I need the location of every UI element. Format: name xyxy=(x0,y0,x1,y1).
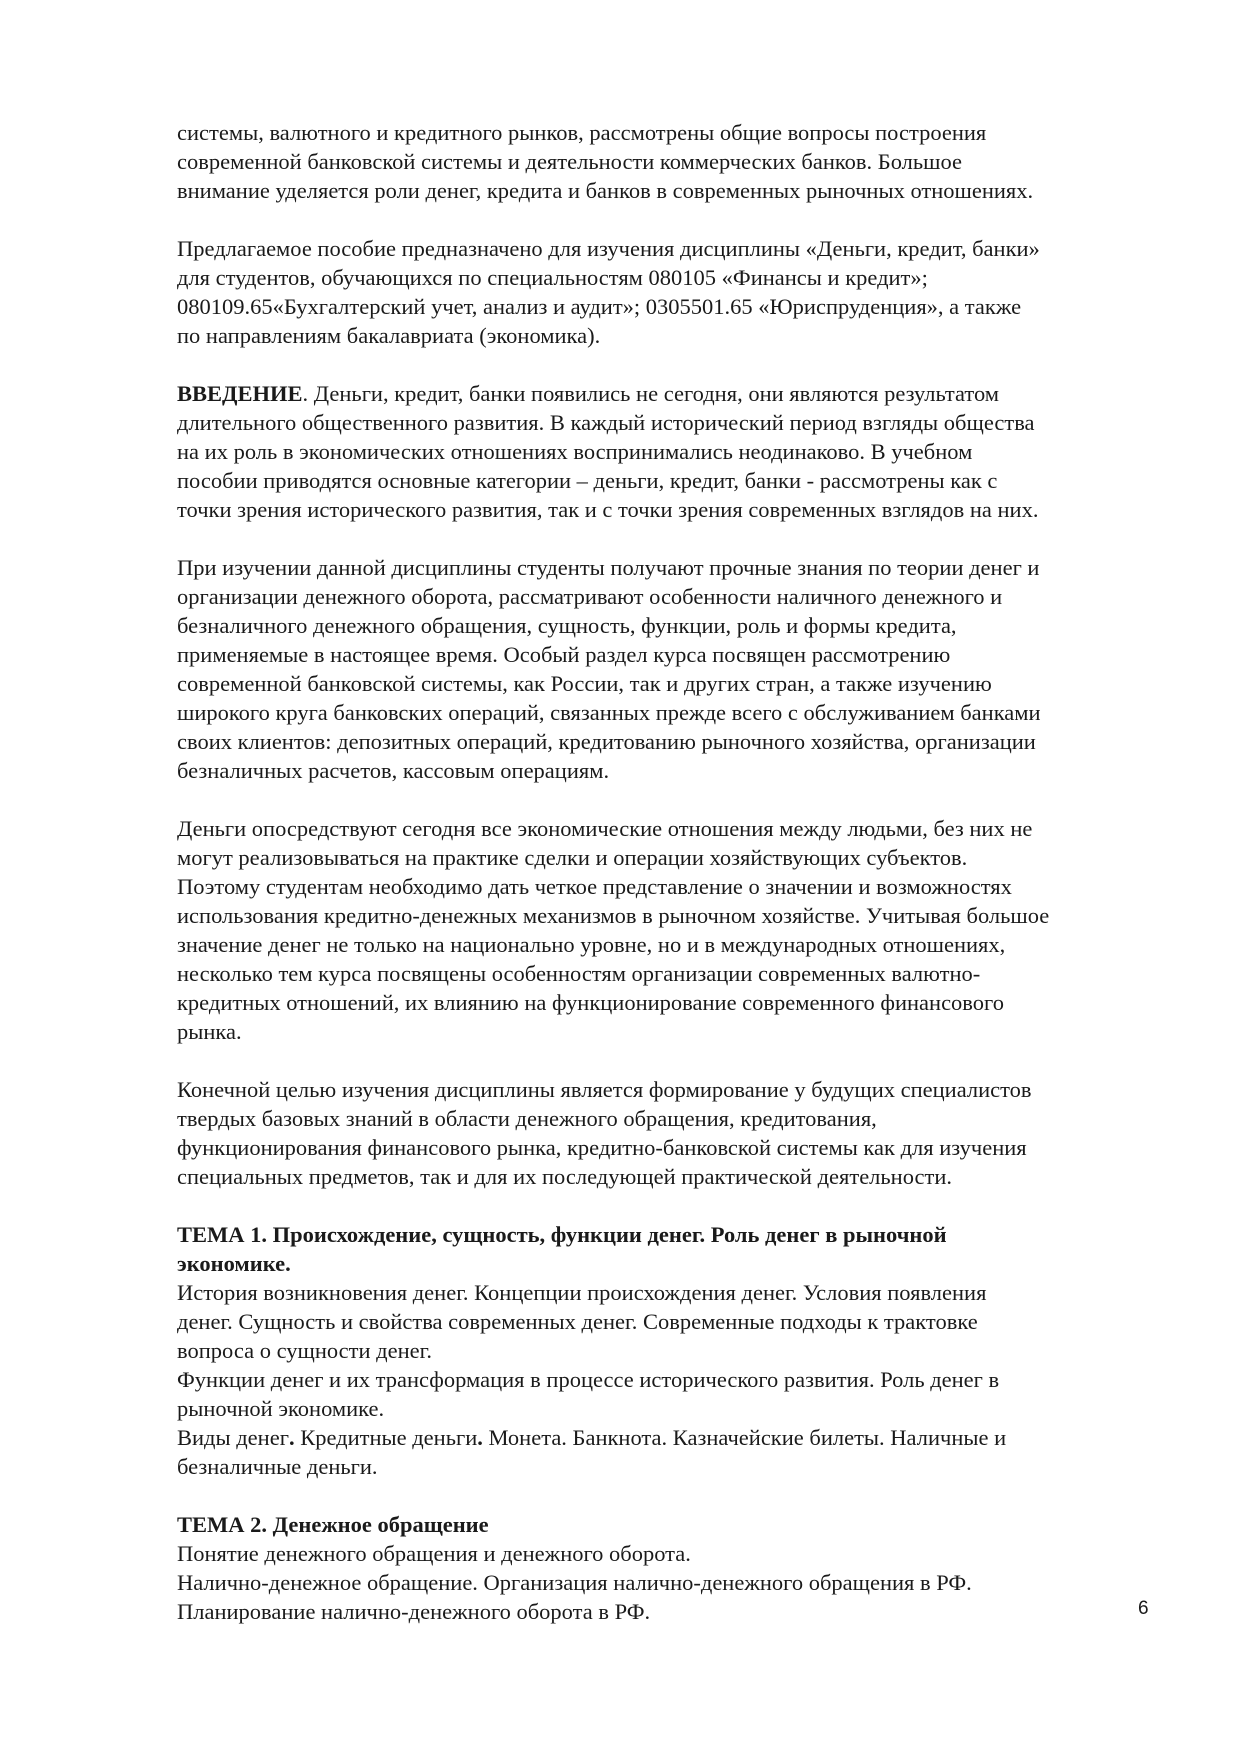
introduction-heading: ВВЕДЕНИЕ xyxy=(177,381,303,406)
topic-1-section xyxy=(177,1220,1163,1481)
topic-2-line-2: Налично-денежное обращение. Организация налично-денежного обращения в РФ. xyxy=(177,1570,972,1595)
topic-2-title: ТЕМА 2. Денежное обращение xyxy=(177,1512,489,1537)
topic-2-line-1: Понятие денежного обращения и денежного оборота. xyxy=(177,1541,691,1566)
topic-1-line-3 xyxy=(177,1423,1163,1481)
paragraph-goal: Конечной целью изучения дисциплины является формирование у будущих специалистов твердых базовых знаний в области денежного обращения, кредитования, функционирования финансового рынка, кредитно-банковской системы как для изучения специальных предметов, так и для их последующей практической деятельности. xyxy=(177,1077,1032,1189)
topic-1-title: ТЕМА 1. Происхождение, сущность, функции денег. Роль денег в рыночной экономике. xyxy=(177,1222,947,1276)
topic-2-line-3: Планирование налично-денежного оборота в РФ. xyxy=(177,1599,651,1624)
topic-2-section xyxy=(177,1510,1163,1626)
document-page xyxy=(177,118,1163,1655)
topic-1-line-3-part-c: Монета. Банкнота. Казначейские билеты. Наличные и безналичные деньги. xyxy=(177,1425,1007,1479)
topic-1-line-3-part-b: Кредитные деньги xyxy=(294,1425,478,1450)
page-number: 6 xyxy=(1138,1598,1149,1619)
topic-1-line-3-part-a: Виды денег xyxy=(177,1425,289,1450)
paragraph-introduction xyxy=(177,379,1163,524)
paragraph-money-role: Деньги опосредствуют сегодня все экономические отношения между людьми, без них не могут реализовываться на практике сделки и операции хозяйствующих субъектов. Поэтому студентам необходимо дать четкое представление о значении и возможностях использования кредитно-денежных механизмов в рыночном хозяйстве. Учитывая большое значение денег не только на национально уровне, но и в международных отношениях, несколько тем курса посвящены особенностям организации современных валютно- кредитных отношений, их влиянию на функционирование современного финансового рынка. xyxy=(177,816,1050,1044)
paragraph-intro-continuation: системы, валютного и кредитного рынков, рассмотрены общие вопросы построения современной банковской системы и деятельности коммерческих банков. Большое внимание уделяется роли денег, кредита и банков в современных рыночных отношениях. xyxy=(177,120,1034,203)
topic-1-line-3-dot-1: . xyxy=(288,1425,295,1450)
paragraph-purpose: Предлагаемое пособие предназначено для изучения дисциплины «Деньги, кредит, банки» для студентов, обучающихся по специальностям 080105 «Финансы и кредит»; 080109.65«Бухгалтерский учет, анализ и аудит»; 0305501.65 «Юриспруденция», а также по направлениям бакалавриата (экономика). xyxy=(177,236,1040,348)
introduction-text: . Деньги, кредит, банки появились не сегодня, они являются результатом длительного общественного развития. В каждый исторический период взгляды общества на их роль в экономических отношениях воспринимались неодинаково. В учебном пособии приводятся основные категории – деньги, кредит, банки - рассмотрены как с точки зрения исторического развития, так и с точки зрения современных взглядов на них. xyxy=(177,381,1039,522)
paragraph-study-content: При изучении данной дисциплины студенты получают прочные знания по теории денег и организации денежного оборота, рассматривают особенности наличного денежного и безналичного денежного обращения, сущность, функции, роль и формы кредита, применяемые в настоящее время. Особый раздел курса посвящен рассмотрению современной банковской системы, как России, так и других стран, а также изучению широкого круга банковских операций, связанных прежде всего с обслуживанием банками своих клиентов: депозитных операций, кредитованию рыночного хозяйства, организации безналичных расчетов, кассовым операциям. xyxy=(177,555,1041,783)
topic-1-line-2: Функции денег и их трансформация в процессе исторического развития. Роль денег в рыночной экономике. xyxy=(177,1367,1000,1421)
topic-1-line-3-dot-2: . xyxy=(477,1425,483,1450)
topic-1-line-1: История возникновения денег. Концепции происхождения денег. Условия появления денег. Сущность и свойства современных денег. Современные подходы к трактовке вопроса о сущности денег. xyxy=(177,1280,987,1363)
